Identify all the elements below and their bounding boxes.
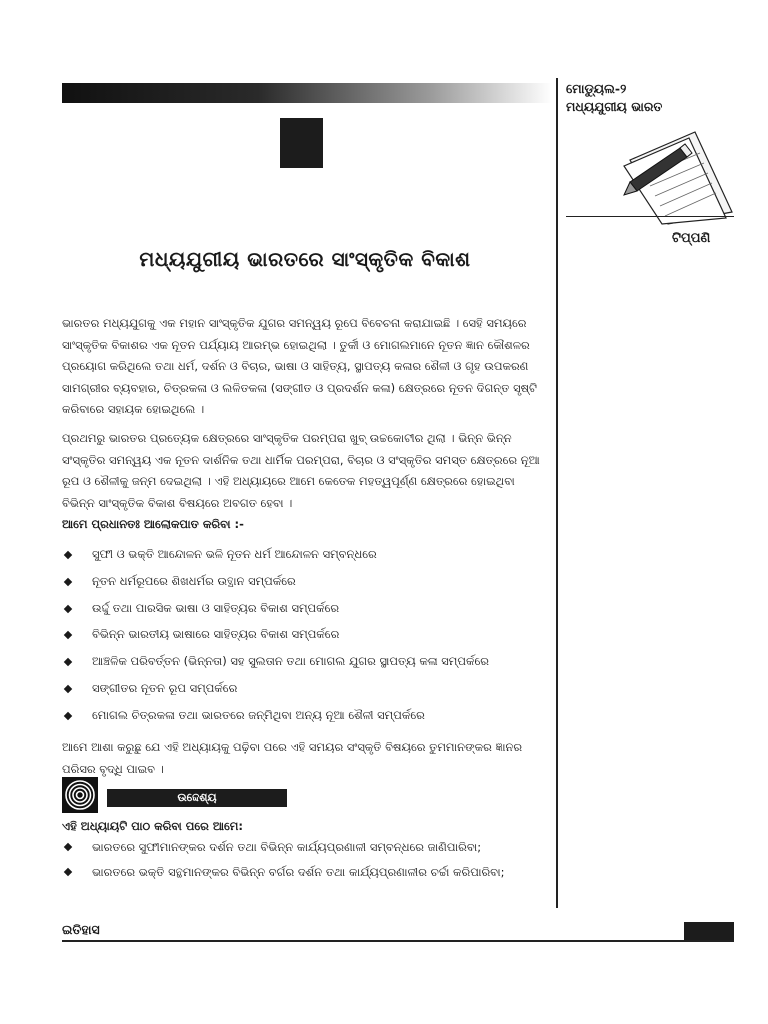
bullet-diamond-icon [64, 551, 72, 559]
list-item [62, 541, 542, 568]
focus-list [62, 541, 542, 729]
list-item [62, 595, 542, 622]
closing-paragraph: ଆମେ ଆଶା କରୁଛୁ ଯେ ଏହି ଅଧ୍ୟାୟକୁ ପଢ଼ିବା ପରେ ଏହି ସମୟର ସଂସ୍କୃତି ବିଷୟରେ ତୁମମାନଙ୍କର ଜ୍ଞାନର ପରିସର ବୃଦ୍ଧି ପାଇବ । [62, 740, 523, 776]
focus-lead: ଆମେ ପ୍ରଧାନତଃ ଆଲୋକପାତ କରିବା :- [62, 517, 244, 531]
bullet-diamond-icon [64, 843, 72, 851]
list-item [62, 675, 542, 702]
module-subtitle: ମଧ୍ୟଯୁଗୀୟ ଭାରତ [566, 99, 663, 114]
list-item-text: ସଙ୍ଗୀତର ନୂତନ ରୂପ ସମ୍ପର୍କରେ [92, 680, 238, 695]
list-item-text: ଭାରତରେ ସୁଫୀମାନଙ୍କର ଦର୍ଶନ ତଥା ବିଭିନ୍ନ କାର୍ଯ୍ୟପ୍ରଣାଳୀ ସମ୍ବନ୍ଧରେ ଜାଣିପାରିବା; [92, 840, 482, 854]
bullet-diamond-icon [64, 868, 72, 876]
bullet-diamond-icon [64, 658, 72, 666]
objectives-list [62, 838, 552, 888]
list-item [62, 838, 552, 856]
pencil-notes-icon [600, 120, 735, 225]
list-item-text: ଆଞ୍ଚଳିକ ପରିବର୍ତ୍ତନ (ଭିନ୍ନତା) ସହ ସୁଲତାନ ତଥା ମୋଗଲ ଯୁଗର ସ୍ଥାପତ୍ୟ କଳା ସମ୍ପର୍କରେ [92, 654, 489, 669]
intro-paragraph-1: ଭାରତର ମଧ୍ୟଯୁଗକୁ ଏକ ମହାନ ସାଂସ୍କୃତିକ ଯୁଗର ସମନ୍ୱୟ ରୂପେ ବିବେଚନା କରାଯାଇଛି । ସେହି ସମୟରେ ସାଂସ୍କୃତିକ ବିକାଶର ଏକ ନୂତନ ପର୍ଯ୍ୟାୟ ଆରମ୍ଭ ହୋଇଥିଲା । ତୁର୍କୀ ଓ ମୋଗଲମାନେ ନୂତନ ଜ୍ଞାନ କୌଶଳର ପ୍ରୟୋଗ କରିଥିଲେ ତଥା ଧର୍ମ, ଦର୍ଶନ ଓ ବିଚାର, ଭାଷା ଓ ସାହିତ୍ୟ, ସ୍ଥାପତ୍ୟ କଳାର ଶୈଳୀ ଓ ଗୃହ ଉପକରଣ ସାମଗ୍ରୀର ବ୍ୟବହାର, ଚିତ୍ରକଳା ଓ ଲଳିତକଳା (ସଙ୍ଗୀତ ଓ ପ୍ରଦର୍ଶନ କଳା) କ୍ଷେତ୍ରରେ ନୂତନ ଦିଗନ୍ତ ସୃଷ୍ଟି କରିବାରେ ସହାୟକ ହୋଇଥିଲେ । [62, 316, 538, 416]
chapter-number-box [280, 118, 323, 168]
list-item [62, 863, 552, 881]
bullet-diamond-icon [64, 712, 72, 720]
list-item-text: ସୁଫୀ ଓ ଭକ୍ତି ଆନ୍ଦୋଳନ ଭଳି ନୂତନ ଧର୍ମ ଆନ୍ଦୋଳନ ସମ୍ବନ୍ଧରେ [92, 547, 377, 561]
bullet-diamond-icon [64, 578, 72, 586]
footer-subject: ଇତିହାସ [62, 922, 100, 937]
list-item [62, 702, 542, 729]
margin-divider [556, 78, 558, 908]
note-label: ଟିପ୍ପଣି [672, 231, 711, 246]
bullet-diamond-icon [64, 685, 72, 693]
footer-divider [62, 940, 734, 942]
list-item-text: ମୋଗଲ ଚିତ୍ରକଳା ତଥା ଭାରତରେ ଜନ୍ମିଥିବା ଅନ୍ୟ ନୂଆ ଶୈଳୀ ସମ୍ପର୍କରେ [92, 707, 425, 722]
note-divider [566, 216, 734, 217]
module-label: ମୋଡ୍ୟୁଲ-୨ [566, 81, 627, 96]
list-item [62, 621, 542, 648]
bullet-diamond-icon [64, 631, 72, 639]
page-number-box [684, 922, 734, 940]
chapter-title: ମଧ୍ୟଯୁଗୀୟ ଭାରତରେ ସାଂସ୍କୃତିକ ବିକାଶ [139, 247, 471, 271]
list-item-text: ନୂତନ ଧର୍ମରୂପରେ ଶିଖଧର୍ମର ଉତ୍ଥାନ ସମ୍ପର୍କରେ [92, 573, 296, 588]
bullet-diamond-icon [64, 604, 72, 612]
spiral-icon [62, 777, 98, 813]
header-gradient-bar [62, 83, 552, 103]
list-item [62, 568, 542, 595]
list-item-text: ଉର୍ଦ୍ଦୁ ତଥା ପାରସିକ ଭାଷା ଓ ସାହିତ୍ୟର ବିକାଶ ସମ୍ପର୍କରେ [92, 600, 340, 615]
objectives-banner: ଉଦ୍ଦେଶ୍ୟ [107, 789, 287, 807]
list-item [62, 648, 542, 675]
objectives-lead: ଏହି ଅଧ୍ୟାୟଟି ପାଠ କରିବା ପରେ ଆମେ: [62, 819, 243, 833]
list-item-text: ବିଭିନ୍ନ ଭାରତୀୟ ଭାଷାରେ ସାହିତ୍ୟର ବିକାଶ ସମ୍ପର୍କରେ [92, 627, 340, 642]
module-heading [566, 80, 662, 116]
list-item-text: ଭାରତରେ ଭକ୍ତି ସନ୍ଥମାନଙ୍କର ବିଭିନ୍ନ ବର୍ଗର ଦର୍ଶନ ତଥା କାର୍ଯ୍ୟପ୍ରଣାଳୀର ଚର୍ଚ୍ଚା କରିପାରିବା; [92, 865, 505, 879]
intro-paragraph-2: ପ୍ରଥମରୁ ଭାରତର ପ୍ରତ୍ୟେକ କ୍ଷେତ୍ରରେ ସାଂସ୍କୃତିକ ପରମ୍ପରା ଖୁବ୍ ଉଚ୍ଚକୋଟୀର ଥିଲା । ଭିନ୍ନ ଭିନ୍ନ ସଂସ୍କୃତିର ସମନ୍ୱୟ ଏକ ନୂତନ ଦାର୍ଶନିକ ତଥା ଧାର୍ମିକ ପରମ୍ପରା, ବିଚାର ଓ ସଂସ୍କୃତିର ସମସ୍ତ କ୍ଷେତ୍ରରେ ନୂଆ ରୂପ ଓ ଶୈଳୀକୁ ଜନ୍ମ ଦେଇଥିଲା । ଏହି ଅଧ୍ୟାୟରେ ଆମେ କେତେକ ମହତ୍ୱପୂର୍ଣ୍ଣ କ୍ଷେତ୍ରରେ ହୋଇଥିବା ବିଭିନ୍ନ ସାଂସ୍କୃତିକ ବିକାଶ ବିଷୟରେ ଅବଗତ ହେବା । [62, 431, 540, 510]
